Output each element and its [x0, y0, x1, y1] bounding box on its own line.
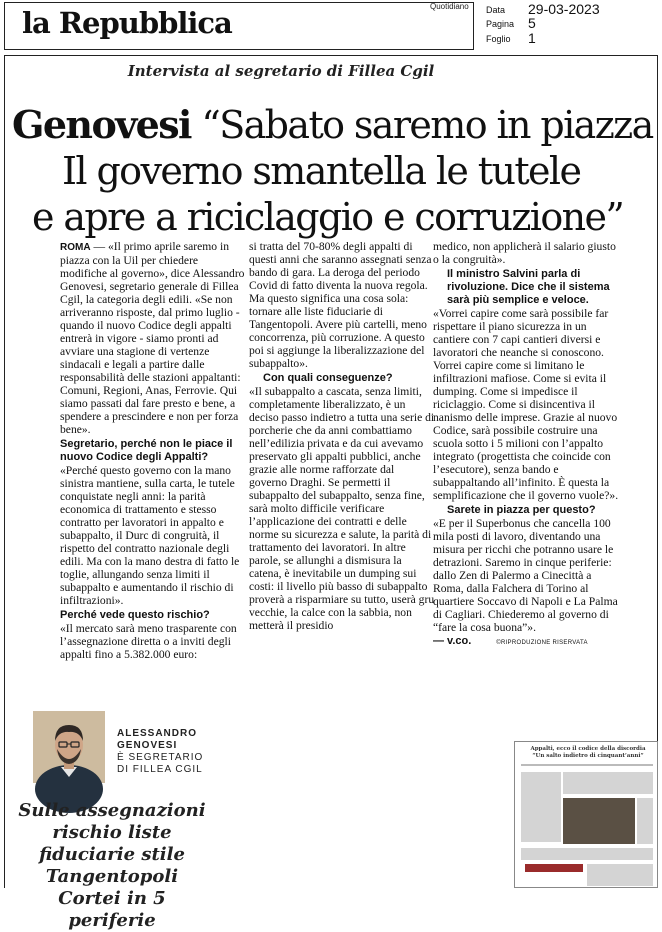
col1-paragraph-2: «Perché questo governo con la mano sinistra mantiene, sulla carta, le tutele conquistate negli anni: la parità economica di trattamento e stesso contratto per lavoratori in appalto e subappalto, il Durc di congruità, il rispetto del contratto nazionale degli edili. Ma con la mano destra di fatto le toglie, allungando senza limiti il subappalto e aumentando il rischio di infiltrazioni». — [60, 464, 240, 607]
author-portrait-photo — [33, 711, 105, 783]
thumbnail-text-block — [521, 772, 561, 842]
col1-question-1: Segretario, perché non le piace il nuovo Codice degli Appalti? — [60, 438, 233, 463]
col2-paragraph-1: si tratta del 70-80% degli appalti di questi anni che saranno assegnati senza bando di gara. La deroga del periodo Covid di fatto diventa la nuova regola. Ma questo significa una cosa sola: tornare alle liste fiduciarie di Tangentopoli. Avere più cartelli, meno concorrenza, più corruzione. A questo poi si aggiunge la liberalizzazione del subappalto». — [249, 240, 432, 370]
newspaper-logo: la Repubblica — [22, 6, 232, 40]
thumbnail-highlight-bar — [525, 864, 583, 872]
col2-question-1: Con quali conseguenze? — [263, 372, 393, 384]
meta-sheet-key: Foglio — [486, 34, 511, 44]
thumbnail-text-line — [521, 764, 653, 766]
col3-paragraph-3: «E per il Superbonus che cancella 100 mila posti di lavoro, diventando una misura per ricchi che potranno usare le detrazioni. Saremo in cinque periferie: dallo Zen di Palermo a Cinecittà a Roma, dalla Falchera di Torino al quartiere Soccavo di Napoli e La Palma di Cagliari. Chiederemo al governo di “fare la cosa buona”». — [433, 517, 618, 634]
thumbnail-text-block — [587, 864, 653, 886]
col1-paragraph-1 — [60, 240, 246, 436]
meta-page-value: 5 — [528, 15, 536, 31]
col3-question-1: Il ministro Salvini parla di rivoluzione. Dice che il sistema sarà più semplice e veloce. — [447, 268, 610, 306]
thumbnail-text-block — [521, 848, 653, 860]
thumbnail-photo — [563, 798, 635, 844]
meta-page-key: Pagina — [486, 19, 515, 29]
meta-date-value: 29-03-2023 — [528, 1, 600, 17]
portrait-caption — [117, 728, 203, 776]
title-line-2: Il governo smantella le tutele — [62, 149, 581, 193]
thumbnail-text-block — [637, 798, 653, 844]
meta-date-key: Data — [486, 5, 506, 15]
page-header — [0, 0, 662, 52]
paper-type-label: Quotidiano — [430, 2, 469, 11]
col2-paragraph-2: «Il subappalto a cascata, senza limiti, completamente liberalizzato, è un deciso passo indietro a tutta una serie di porcherie che da anni combattiamo nell’edilizia privata e da cui avevamo preservato gli appalti pubblici, anche grazie alle norme rafforzate dal governo Draghi. Se permetti il subappalto del subappalto, senza fine, sarà molto difficile verificare l’applicazione dei contratti e delle norme su sicurezza e salute, la parità di trattamento dei lavoratori. In altre parole, se allunghi a dismisura la catena, è inevitabile un dumping sui costi: il livello più basso di subappalto proverà a risparmiare su tutto, userà gru vecchie, la calce con la sabbia, non metterà il presidio — [249, 385, 435, 632]
thumbnail-text-block — [563, 772, 653, 794]
col3-signature-row — [433, 634, 619, 650]
article-kicker: Intervista al segretario di Fillea Cgil — [127, 62, 435, 80]
title-line-1-rest: “Sabato saremo in piazza — [190, 103, 653, 147]
caption-role-1: È SEGRETARIO — [117, 752, 204, 763]
author-signature: — v.co. — [433, 635, 472, 647]
pull-quote: Sulle assegnazioni rischio liste fiduciarie stile Tangentopoli Cortei in 5 periferie — [18, 800, 206, 931]
col1-question-2: Perché vede questo rischio? — [60, 609, 210, 621]
caption-name-2: GENOVESI — [117, 740, 178, 751]
dateline: ROMA — [60, 242, 91, 253]
title-line-1 — [12, 102, 653, 148]
thumbnail-title: Appalti, ecco il codice della discordia “Un salto indietro di cinquant’anni” — [530, 746, 646, 759]
page-thumbnail — [514, 741, 658, 888]
caption-name-1: ALESSANDRO — [117, 728, 198, 739]
col1-paragraph-3: «Il mercato sarà meno trasparente con l’assegnazione diretta o a inviti degli appalti fino a 5.382.000 euro: — [60, 622, 237, 661]
copyright-notice: ©RIPRODUZIONE RISERVATA — [496, 640, 588, 646]
portrait-image — [33, 711, 105, 783]
col3-paragraph-2: «Vorrei capire come sarà possibile far rispettare il piano sicurezza in un cantiere con 7 capi cantieri diversi e lavoratori che neanche si conoscono. Vorrei capire come si limitano le infiltrazioni mafiose. Come si evita il dumping. Come si impedisce il riciclaggio. Come si disincentiva il nanismo delle imprese. Grazie al nuovo Codice, sarà possibile costruire una scuola sotto i 5 milioni con l’appalto integrato (progettista che coincide con l’esecutore), senza bando e subappaltando all’infinito. È questa la semplificazione che il governo vuole?». — [433, 307, 619, 502]
col3-paragraph-1: medico, non applicherà il salario giusto o la congruità». — [433, 240, 616, 266]
caption-role-2: DI FILLEA CGIL — [117, 764, 203, 775]
article-column-2 — [249, 240, 435, 632]
article-column-1 — [60, 240, 246, 661]
meta-sheet-value: 1 — [528, 30, 536, 46]
title-line-3: e apre a riciclaggio e corruzione” — [32, 195, 624, 239]
col1-p1-text: — «Il primo aprile saremo in piazza con la Uil per chiedere modifiche al governo», dice Alessandro Genovesi, segretario generale di Fillea Cgil, la categoria degli edili. «Se non arriveranno risposte, dal primo luglio - quando il nuovo Codice degli appalti entrerà in vigore - siamo pronti ad avviare una stagione di vertenze sindacali e legali a partire dalle responsabilità delle stazioni appaltanti: Comuni, Regioni, Anas, Ferrovie. Qui siamo passati dal fare presto e bene, a spendere a prescindere e non per forza bene». — [60, 240, 245, 436]
col3-question-2: Sarete in piazza per questo? — [447, 504, 596, 516]
title-name: Genovesi — [12, 102, 191, 147]
article-column-3 — [433, 240, 619, 650]
